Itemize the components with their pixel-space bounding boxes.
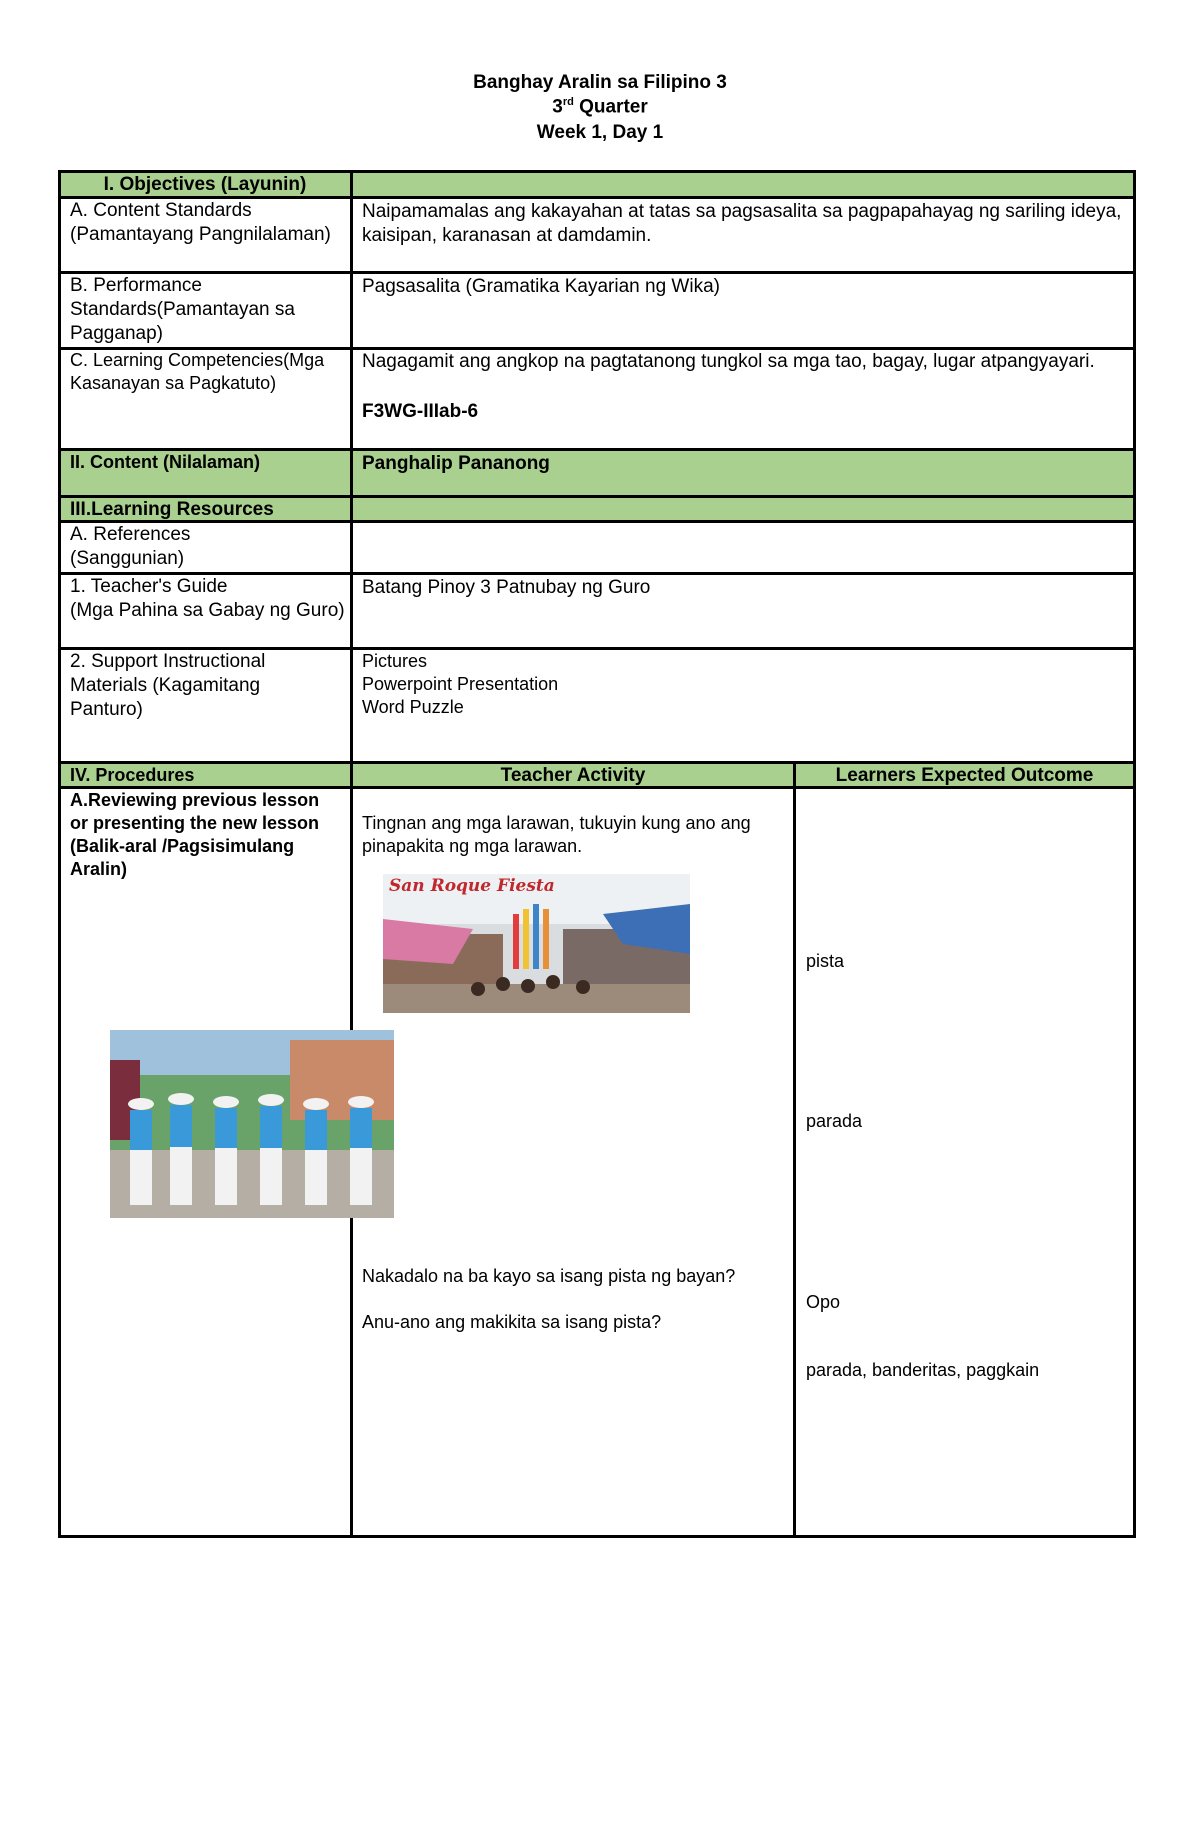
content-value: Panghalip Pananong (362, 453, 550, 474)
question-2: Anu-ano ang makikita sa isang pista? (362, 1312, 662, 1332)
procedures-heading: IV. Procedures (70, 765, 195, 785)
support-materials-list (362, 650, 762, 719)
references-label: A. References (Sanggunian) (70, 524, 191, 569)
support-item: Word Puzzle (362, 697, 464, 717)
teachers-guide-label: 1. Teacher's Guide (Mga Pahina sa Gabay ng Guro) (70, 576, 345, 621)
question-1: Nakadalo na ba kayo sa isang pista ng bayan? (362, 1266, 736, 1286)
performance-standards-label: B. Performance Standards(Pamantayan sa Pagganap) (70, 275, 295, 344)
competencies-label: C. Learning Competencies(Mga Kasanayan sa Pagkatuto) (70, 350, 325, 393)
teacher-activity-header: Teacher Activity (500, 765, 646, 786)
outcome-item: parada (806, 1111, 863, 1131)
resources-heading: III.Learning Resources (70, 499, 274, 520)
support-item: Pictures (362, 651, 428, 671)
teacher-instruction: Tingnan ang mga larawan, tukuyin kung ano ang pinapakita ng mga larawan. (362, 813, 751, 856)
fiesta-street-image (383, 874, 690, 1013)
step-a-label: A.Reviewing previous lesson or presenting the new lesson (Balik-aral /Pagsisimulang Aralin) (70, 790, 320, 879)
objectives-heading: I. Objectives (Layunin) (103, 174, 307, 195)
table-right-border (1133, 170, 1136, 1538)
table-left-border (58, 170, 61, 1538)
column-divider (350, 170, 353, 1538)
teachers-guide-value: Batang Pinoy 3 Patnubay ng Guro (362, 577, 651, 598)
support-item: Powerpoint Presentation (362, 674, 559, 694)
content-standards-value: Naipamamalas ang kakayahan at tatas sa pagsasalita sa pagpapahayag ng sariling ideya, kaisipan, karanasan at damdamin. (362, 201, 1122, 246)
performance-standards-value: Pagsasalita (Gramatika Kayarian ng Wika) (362, 276, 720, 297)
content-standards-label: A. Content Standards (Pamantayang Pangnilalaman) (70, 200, 331, 245)
document-title: Banghay Aralin sa Filipino 3 (473, 72, 727, 93)
support-materials-label: 2. Support Instructional Materials (Kagamitang Panturo) (70, 651, 266, 720)
parade-image (110, 1030, 394, 1218)
content-heading: II. Content (Nilalaman) (70, 452, 261, 472)
competencies-value: Nagagamit ang angkop na pagtatanong tungkol sa mga tao, bagay, lugar atpangyayari. (362, 351, 1095, 372)
column-divider (793, 761, 796, 1538)
table-bottom-border (58, 1535, 1136, 1538)
outcome-item: pista (806, 951, 845, 971)
quarter-label: 3rd Quarter (552, 96, 648, 118)
competencies-code: F3WG-IIIab-6 (362, 401, 479, 422)
learner-outcome-header: Learners Expected Outcome (835, 765, 1094, 786)
week-day-label: Week 1, Day 1 (536, 122, 664, 143)
fiesta-banner-text: San Roque Fiesta (389, 876, 555, 896)
outcome-item: parada, banderitas, paggkain (806, 1360, 1040, 1380)
outcome-item: Opo (806, 1292, 841, 1312)
